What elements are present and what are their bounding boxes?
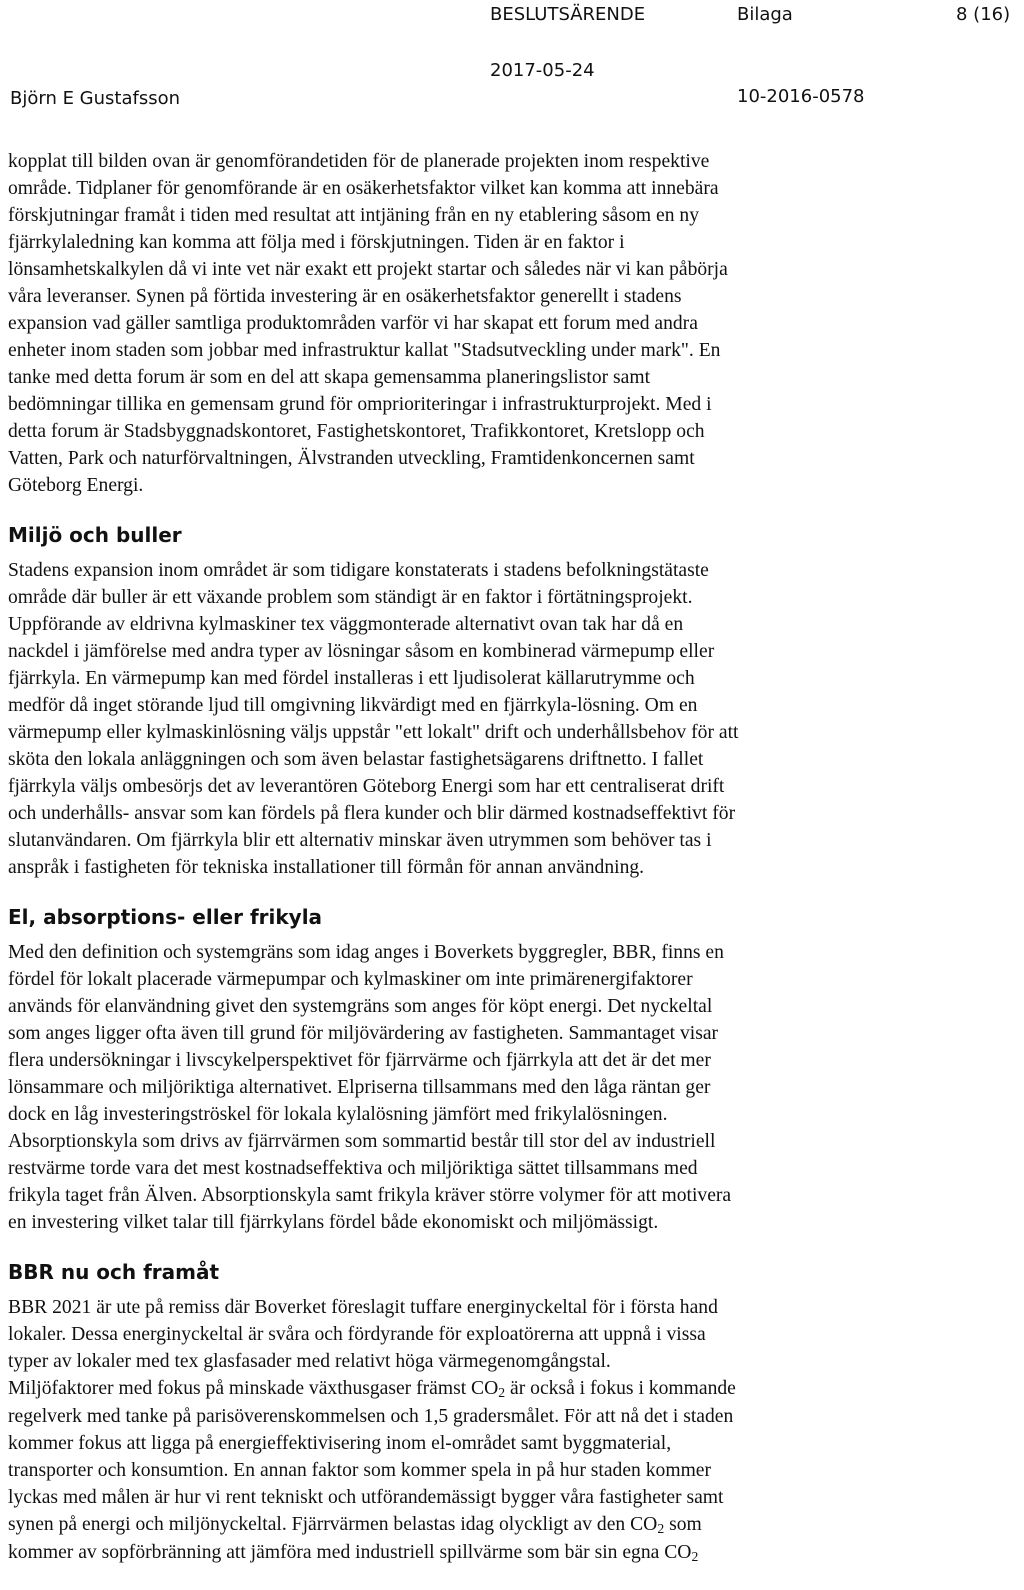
text-line: typer av lokaler med tex glasfasader med relativt höga värmegenomgångstal.	[8, 1351, 611, 1372]
text-line: som anges ligger ofta även till grund för miljövärdering av fastigheten. Sammantaget visar	[8, 1023, 719, 1044]
section-heading: BBR nu och framåt	[8, 1260, 220, 1284]
text-line: lyckas med målen är hur vi rent tekniskt och utförandemässigt bygger våra fastigheter samt	[8, 1487, 724, 1508]
text-line: Göteborg Energi.	[8, 475, 144, 496]
doc-type-label: BESLUTSÄRENDE	[490, 4, 646, 25]
case-number: 10-2016-0578	[737, 86, 865, 107]
attachment-label: Bilaga	[737, 4, 793, 25]
text-line: flera undersökningar i livscykelperspektivet för fjärrvärme och fjärrkyla att det är det mer	[8, 1050, 711, 1071]
text-line: expansion vad gäller samtliga produktområden varför vi har skapat ett forum med andra	[8, 313, 698, 334]
text-line: anspråk i fastigheten för tekniska installationer till förmån för annan användning.	[8, 857, 645, 878]
text-line: tanke med detta forum är som en del att skapa gemensamma planeringslistor samt	[8, 367, 651, 388]
text-line: frikyla taget från Älven. Absorptionskyla samt frikyla kräver större volymer för att motivera	[8, 1185, 732, 1206]
text-line: sköta den lokala anläggningen och som även belastar fastighetsägarens driftnetto. I fallet	[8, 749, 704, 770]
text-line: lönsammare och miljöriktiga alternativet. Elpriserna tillsammans med den låga räntan ger	[8, 1077, 711, 1098]
paragraph	[8, 557, 1008, 881]
text-line: värmepump eller kylmaskinlösning väljs uppstår "ett lokalt" drift och underhållsbehov för att	[8, 722, 739, 743]
text-line: Stadens expansion inom området är som tidigare konstaterats i stadens befolkningstätaste	[8, 560, 709, 581]
text-line: nackdel i jämförelse med andra typer av lösningar såsom en kombinerad värmepump eller	[8, 641, 715, 662]
text-line: fjärrkyla väljs ombesörjs det av leverantören Göteborg Energi som har ett centraliserat drift	[8, 776, 725, 797]
text-line: lönsamhetskalkylen då vi inte vet när exakt ett projekt startar och således när vi kan påbörja	[8, 259, 728, 280]
text-line: Vatten, Park och naturförvaltningen, Älvstranden utveckling, Framtidenkoncernen samt	[8, 448, 695, 469]
text-line: område där buller är ett växande problem som ständigt är en faktor i förtätningsprojekt.	[8, 587, 693, 608]
text-line: regelverk med tanke på parisöverenskommelsen och 1,5 gradersmålet. För att nå det i staden	[8, 1406, 734, 1427]
text-line: Miljöfaktorer med fokus på minskade växthusgaser främst $CO_2$ är också i fokus i kommande	[8, 1378, 736, 1401]
document-date: 2017-05-24	[490, 60, 595, 81]
text-line: bedömningar tillika en gemensam grund för omprioriteringar i infrastrukturprojekt. Med i	[8, 394, 712, 415]
page-number: 8 (16)	[956, 4, 1011, 25]
text-line: förskjutningar framåt i tiden med resultat att intjäning från en ny etablering såsom en ny	[8, 205, 700, 226]
text-line: transporter och konsumtion. En annan faktor som kommer spela in på hur staden kommer	[8, 1460, 712, 1481]
text-line: område. Tidplaner för genomförande är en osäkerhetsfaktor vilket kan komma att innebära	[8, 178, 719, 199]
section-heading: Miljö och buller	[8, 523, 182, 547]
text-line: Med den definition och systemgräns som idag anges i Boverkets byggregler, BBR, finns en	[8, 942, 724, 963]
text-line: fjärrkylaledning kan komma att följa med i förskjutningen. Tiden är en faktor i	[8, 232, 625, 253]
text-line: används för elanvändning givet den systemgräns som anges för köpt energi. Det nyckeltal	[8, 996, 713, 1017]
text-line: och underhålls- ansvar som kan fördels på flera kunder och blir därmed kostnadseffektivt för	[8, 803, 736, 824]
text-line: slutanvändaren. Om fjärrkyla blir ett alternativ minskar även utrymmen som behöver tas i	[8, 830, 712, 851]
text-line: dock en låg investeringströskel för lokala kylalösning jämfört med frikylalösningen.	[8, 1104, 668, 1125]
text-line: medför då inget störande ljud till omgivning likvärdigt med en fjärrkyla-lösning. Om en	[8, 695, 698, 716]
text-line: våra leveranser. Synen på förtida investering är en osäkerhetsfaktor generellt i stadens	[8, 286, 682, 307]
text-line: restvärme torde vara det mest kostnadseffektiva och miljöriktiga sättet tillsammans med	[8, 1158, 698, 1179]
text-line: fördel för lokalt placerade värmepumpar och kylmaskiner om inte primärenergifaktorer	[8, 969, 693, 990]
text-line: synen på energi och miljönyckeltal. Fjärrvärmen belastas idag olyckligt av den $CO_2$ som	[8, 1514, 702, 1537]
text-line: enheter inom staden som jobbar med infrastruktur kallat "Stadsutveckling under mark". En	[8, 340, 721, 361]
text-line: kopplat till bilden ovan är genomförandetiden för de planerade projekten inom respektive	[8, 151, 710, 172]
paragraph	[8, 1294, 1008, 1567]
text-line: fjärrkyla. En värmepump kan med fördel installeras i ett ljudisolerat källarutrymme och	[8, 668, 695, 689]
text-line: kommer fokus att ligga på energieffektivisering inom el-området samt byggmaterial,	[8, 1433, 672, 1454]
text-line: BBR 2021 är ute på remiss där Boverket föreslagit tuffare energinyckeltal för i första hand	[8, 1297, 718, 1318]
section-heading: El, absorptions- eller frikyla	[8, 905, 323, 929]
paragraph	[8, 148, 1008, 499]
text-line: Absorptionskyla som drivs av fjärrvärmen som sommartid består till stor del av industriell	[8, 1131, 716, 1152]
text-line: lokaler. Dessa energinyckeltal är svåra och fördyrande för exploatörerna att uppnå i vissa	[8, 1324, 706, 1345]
text-line: detta forum är Stadsbyggnadskontoret, Fastighetskontoret, Trafikkontoret, Kretslopp och	[8, 421, 705, 442]
document-body	[8, 148, 1008, 1567]
text-line: Uppförande av eldrivna kylmaskiner tex väggmonterade alternativt ovan tak har då en	[8, 614, 684, 635]
author-name: Björn E Gustafsson	[10, 88, 181, 109]
text-line: en investering vilket talar till fjärrkylans fördel både ekonomiskt och miljömässigt.	[8, 1212, 659, 1233]
text-line: kommer av sopförbränning att jämföra med industriell spillvärme som bär sin egna $CO_2$	[8, 1542, 699, 1565]
paragraph	[8, 939, 1008, 1236]
